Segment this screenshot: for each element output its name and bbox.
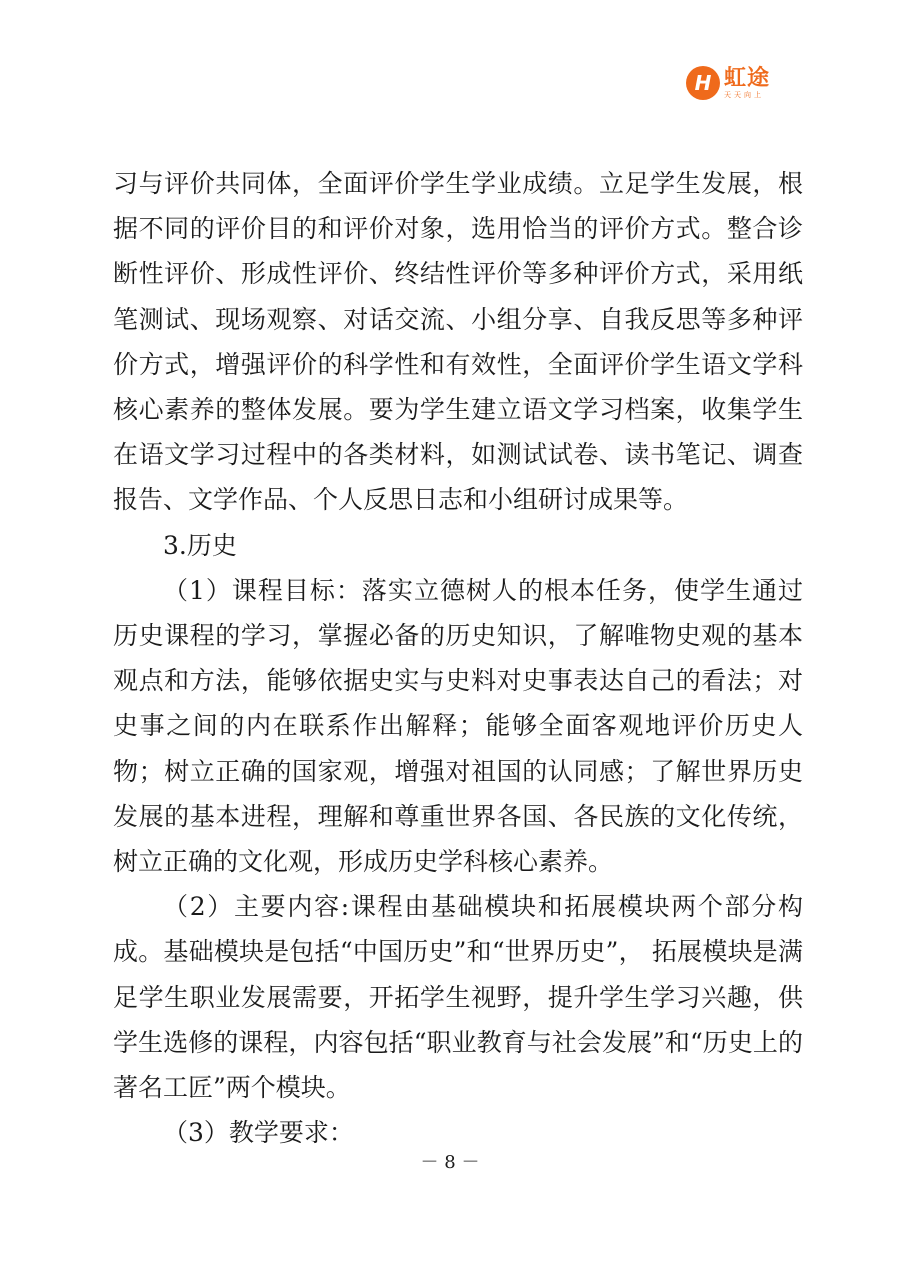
- page-number: － 8 －: [420, 1152, 480, 1173]
- logo-text: [724, 67, 770, 100]
- brand-logo: [686, 66, 770, 100]
- logo-mark: H: [686, 66, 720, 100]
- document-body: [113, 161, 803, 1155]
- section-heading-history: 3.历史: [163, 530, 237, 560]
- logo-slogan: 天天向上: [724, 90, 764, 99]
- paragraph-main-content: （2）主要内容:课程由基础模块和拓展模块两个部分构成。基础模块是包括“中国历史”和“世界历史”， 拓展模块是满足学生职业发展需要，开拓学生视野，提升学生学习兴趣，供学生选修的课程，内容包括“职业教育与社会发展”和“历史上的著名工匠”两个模块。: [113, 892, 803, 1103]
- paragraph-teaching-requirements: （3）教学要求：: [163, 1118, 354, 1148]
- paragraph-course-goals: （1）课程目标：落实立德树人的根本任务，使学生通过历史课程的学习，掌握必备的历史知识，了解唯物史观的基本观点和方法，能够依据史实与史料对史事表达自己的看法；对史事之间的内在联系作出解释；能够全面客观地评价历史人物；树立正确的国家观，增强对祖国的认同感；了解世界历史发展的基本进程，理解和尊重世界各国、各民族的文化传统，树立正确的文化观，形成历史学科核心素养。: [113, 575, 803, 877]
- paragraph-evaluation: 习与评价共同体，全面评价学生学业成绩。立足学生发展，根据不同的评价目的和评价对象，选用恰当的评价方式。整合诊断性评价、形成性评价、终结性评价等多种评价方式，采用纸笔测试、现场观察、对话交流、小组分享、自我反思等多种评价方式，增强评价的科学性和有效性，全面评价学生语文学科核心素养的整体发展。要为学生建立语文学习档案，收集学生在语文学习过程中的各类材料，如测试试卷、读书笔记、调查报告、文学作品、个人反思日志和小组研讨成果等。: [113, 169, 803, 515]
- logo-name: 虹途: [724, 65, 771, 91]
